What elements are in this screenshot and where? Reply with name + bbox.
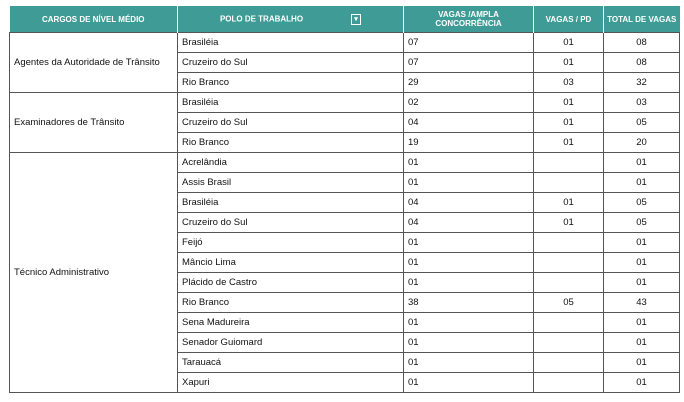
ampla-cell: 01 xyxy=(404,173,534,193)
ampla-cell: 01 xyxy=(404,273,534,293)
polo-cell: Acrelândia xyxy=(178,153,404,173)
pd-cell: 01 xyxy=(534,113,604,133)
total-cell: 03 xyxy=(604,93,680,113)
polo-cell: Brasiléia xyxy=(178,93,404,113)
total-cell: 01 xyxy=(604,253,680,273)
pd-cell xyxy=(534,333,604,353)
pd-cell xyxy=(534,273,604,293)
total-cell: 05 xyxy=(604,113,680,133)
ampla-cell: 04 xyxy=(404,193,534,213)
polo-cell: Brasiléia xyxy=(178,33,404,53)
pd-cell: 01 xyxy=(534,133,604,153)
ampla-cell: 38 xyxy=(404,293,534,313)
header-cargo: CARGOS DE NÍVEL MÉDIO xyxy=(10,6,178,33)
ampla-cell: 07 xyxy=(404,53,534,73)
pd-cell xyxy=(534,353,604,373)
total-cell: 05 xyxy=(604,193,680,213)
polo-cell: Mâncio Lima xyxy=(178,253,404,273)
polo-cell: Rio Branco xyxy=(178,293,404,313)
pd-cell xyxy=(534,253,604,273)
total-cell: 43 xyxy=(604,293,680,313)
polo-cell: Feijó xyxy=(178,233,404,253)
total-cell: 01 xyxy=(604,173,680,193)
pd-cell xyxy=(534,373,604,393)
ampla-cell: 29 xyxy=(404,73,534,93)
pd-cell xyxy=(534,173,604,193)
ampla-cell: 19 xyxy=(404,133,534,153)
total-cell: 01 xyxy=(604,373,680,393)
ampla-cell: 02 xyxy=(404,93,534,113)
ampla-cell: 04 xyxy=(404,213,534,233)
ampla-cell: 01 xyxy=(404,253,534,273)
polo-cell: Rio Branco xyxy=(178,133,404,153)
header-ampla: VAGAS /AMPLA CONCORRÊNCIA xyxy=(404,6,534,33)
header-polo-label: POLO DE TRABALHO xyxy=(219,14,304,24)
polo-cell: Assis Brasil xyxy=(178,173,404,193)
pd-cell: 01 xyxy=(534,193,604,213)
header-row xyxy=(10,6,680,33)
pd-cell: 01 xyxy=(534,93,604,113)
pd-cell: 01 xyxy=(534,53,604,73)
ampla-cell: 07 xyxy=(404,33,534,53)
ampla-cell: 01 xyxy=(404,153,534,173)
pd-cell: 01 xyxy=(534,213,604,233)
polo-cell: Rio Branco xyxy=(178,73,404,93)
total-cell: 08 xyxy=(604,33,680,53)
pd-cell: 03 xyxy=(534,73,604,93)
total-cell: 01 xyxy=(604,273,680,293)
total-cell: 08 xyxy=(604,53,680,73)
polo-cell: Cruzeiro do Sul xyxy=(178,53,404,73)
header-pd: VAGAS / PD xyxy=(534,6,604,33)
column-filter-icon[interactable]: ▾ xyxy=(351,14,361,25)
ampla-cell: 01 xyxy=(404,353,534,373)
cargo-cell: Técnico Administrativo xyxy=(10,153,178,393)
table-row xyxy=(10,33,680,53)
polo-cell: Brasiléia xyxy=(178,193,404,213)
vagas-table xyxy=(9,6,680,393)
cargo-cell: Agentes da Autoridade de Trânsito xyxy=(10,33,178,93)
total-cell: 01 xyxy=(604,353,680,373)
cargo-cell: Examinadores de Trânsito xyxy=(10,93,178,153)
ampla-cell: 01 xyxy=(404,313,534,333)
header-polo xyxy=(178,6,404,33)
pd-cell xyxy=(534,153,604,173)
total-cell: 01 xyxy=(604,313,680,333)
ampla-cell: 01 xyxy=(404,333,534,353)
total-cell: 01 xyxy=(604,153,680,173)
polo-cell: Tarauacá xyxy=(178,353,404,373)
pd-cell xyxy=(534,313,604,333)
pd-cell xyxy=(534,233,604,253)
ampla-cell: 01 xyxy=(404,233,534,253)
ampla-cell: 01 xyxy=(404,373,534,393)
pd-cell: 05 xyxy=(534,293,604,313)
polo-cell: Senador Guiomard xyxy=(178,333,404,353)
total-cell: 32 xyxy=(604,73,680,93)
ampla-cell: 04 xyxy=(404,113,534,133)
total-cell: 20 xyxy=(604,133,680,153)
pd-cell: 01 xyxy=(534,33,604,53)
header-total: TOTAL DE VAGAS xyxy=(604,6,680,33)
polo-cell: Sena Madureira xyxy=(178,313,404,333)
polo-cell: Cruzeiro do Sul xyxy=(178,213,404,233)
total-cell: 01 xyxy=(604,233,680,253)
polo-cell: Xapuri xyxy=(178,373,404,393)
table-body xyxy=(10,33,680,393)
table-row xyxy=(10,93,680,113)
total-cell: 05 xyxy=(604,213,680,233)
table-row xyxy=(10,153,680,173)
polo-cell: Cruzeiro do Sul xyxy=(178,113,404,133)
total-cell: 01 xyxy=(604,333,680,353)
polo-cell: Plácido de Castro xyxy=(178,273,404,293)
